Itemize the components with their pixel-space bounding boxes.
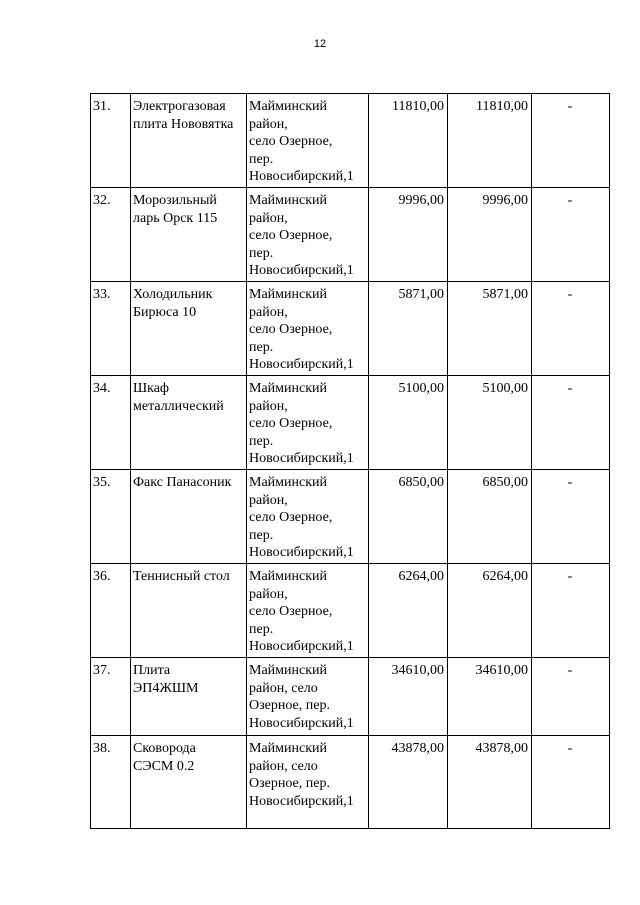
item-address: Майминский район, село Озерное, пер. Новосибирский,1 — [247, 736, 369, 829]
table-row — [91, 376, 610, 470]
item-value-1: 6264,00 — [369, 564, 448, 658]
item-value-2: 6850,00 — [448, 470, 532, 564]
item-value-1: 5871,00 — [369, 282, 448, 376]
item-name: Электрогазовая плита Нововятка — [131, 94, 247, 188]
item-name: Факс Панасоник — [131, 470, 247, 564]
item-value-1: 11810,00 — [369, 94, 448, 188]
item-value-1: 5100,00 — [369, 376, 448, 470]
table-row — [91, 188, 610, 282]
table-row — [91, 94, 610, 188]
item-value-2: 5100,00 — [448, 376, 532, 470]
item-value-3: - — [532, 736, 610, 829]
item-value-2: 43878,00 — [448, 736, 532, 829]
item-value-3: - — [532, 376, 610, 470]
item-name: Шкаф металлический — [131, 376, 247, 470]
item-value-1: 34610,00 — [369, 658, 448, 736]
item-value-1: 43878,00 — [369, 736, 448, 829]
row-number: 37. — [91, 658, 131, 736]
inventory-table — [90, 93, 610, 829]
item-value-3: - — [532, 94, 610, 188]
row-number: 38. — [91, 736, 131, 829]
item-address: Майминский район, село Озерное, пер. Новосибирский,1 — [247, 564, 369, 658]
item-value-3: - — [532, 282, 610, 376]
item-value-3: - — [532, 188, 610, 282]
page-number: 12 — [313, 38, 327, 50]
item-value-2: 9996,00 — [448, 188, 532, 282]
row-number: 35. — [91, 470, 131, 564]
item-value-3: - — [532, 470, 610, 564]
row-number: 36. — [91, 564, 131, 658]
item-value-2: 11810,00 — [448, 94, 532, 188]
item-value-2: 5871,00 — [448, 282, 532, 376]
table-row — [91, 564, 610, 658]
table-row — [91, 282, 610, 376]
item-address: Майминский район, село Озерное, пер. Новосибирский,1 — [247, 94, 369, 188]
table-row — [91, 658, 610, 736]
item-value-1: 9996,00 — [369, 188, 448, 282]
item-address: Майминский район, село Озерное, пер. Новосибирский,1 — [247, 188, 369, 282]
item-name: Теннисный стол — [131, 564, 247, 658]
item-name: Морозильный ларь Орск 115 — [131, 188, 247, 282]
item-name: Сковорода СЭСМ 0.2 — [131, 736, 247, 829]
item-value-3: - — [532, 564, 610, 658]
table-row — [91, 736, 610, 829]
item-address: Майминский район, село Озерное, пер. Новосибирский,1 — [247, 658, 369, 736]
item-name: Холодильник Бирюса 10 — [131, 282, 247, 376]
row-number: 33. — [91, 282, 131, 376]
item-value-2: 34610,00 — [448, 658, 532, 736]
item-address: Майминский район, село Озерное, пер. Новосибирский,1 — [247, 376, 369, 470]
item-value-2: 6264,00 — [448, 564, 532, 658]
item-address: Майминский район, село Озерное, пер. Новосибирский,1 — [247, 282, 369, 376]
item-address: Майминский район, село Озерное, пер. Новосибирский,1 — [247, 470, 369, 564]
row-number: 34. — [91, 376, 131, 470]
row-number: 31. — [91, 94, 131, 188]
item-value-3: - — [532, 658, 610, 736]
row-number: 32. — [91, 188, 131, 282]
table-row — [91, 470, 610, 564]
item-name: Плита ЭП4ЖШМ — [131, 658, 247, 736]
item-value-1: 6850,00 — [369, 470, 448, 564]
